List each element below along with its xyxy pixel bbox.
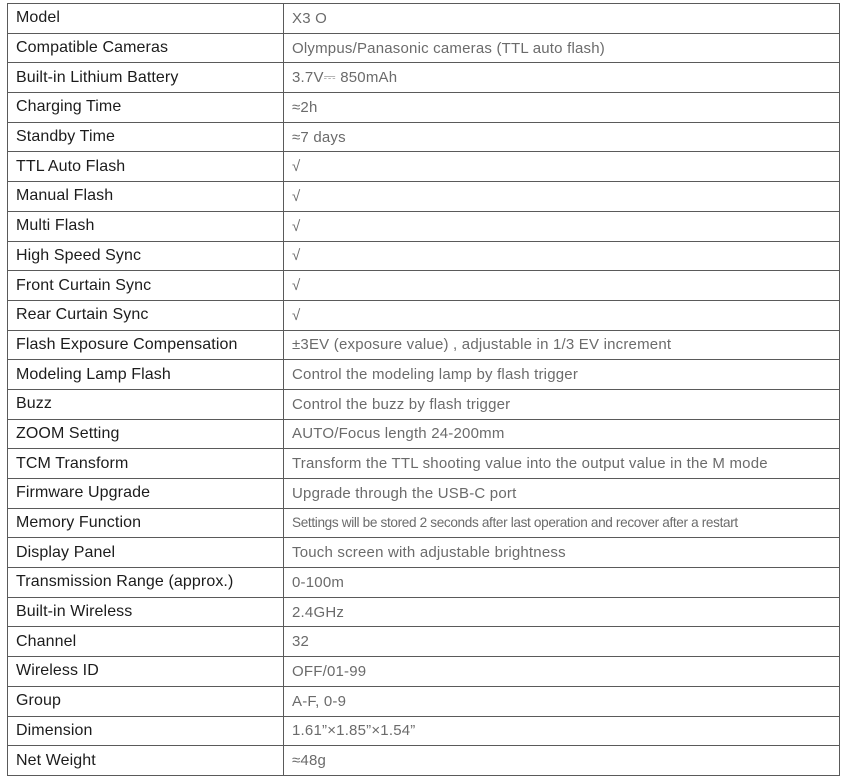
spec-label: Group xyxy=(8,686,284,716)
spec-value: √ xyxy=(284,152,840,182)
spec-value: Touch screen with adjustable brightness xyxy=(284,538,840,568)
spec-label: Standby Time xyxy=(8,122,284,152)
spec-value: 32 xyxy=(284,627,840,657)
table-row xyxy=(8,33,840,63)
spec-value: 1.61”×1.85”×1.54” xyxy=(284,716,840,746)
spec-label: Built-in Lithium Battery xyxy=(8,63,284,93)
spec-label: Model xyxy=(8,4,284,34)
table-row xyxy=(8,211,840,241)
spec-label: Display Panel xyxy=(8,538,284,568)
table-row xyxy=(8,63,840,93)
table-row xyxy=(8,182,840,212)
table-row xyxy=(8,686,840,716)
spec-label: Net Weight xyxy=(8,746,284,776)
table-row xyxy=(8,479,840,509)
spec-label: Rear Curtain Sync xyxy=(8,300,284,330)
table-row xyxy=(8,4,840,34)
table-row xyxy=(8,657,840,687)
table-row xyxy=(8,627,840,657)
spec-label: Flash Exposure Compensation xyxy=(8,330,284,360)
table-row xyxy=(8,241,840,271)
spec-value: Settings will be stored 2 seconds after last operation and recover after a restart xyxy=(284,508,840,538)
spec-label: Memory Function xyxy=(8,508,284,538)
specifications-table xyxy=(7,3,840,776)
spec-label: Front Curtain Sync xyxy=(8,271,284,301)
spec-label: Manual Flash xyxy=(8,182,284,212)
table-row xyxy=(8,449,840,479)
spec-value: ±3EV (exposure value) , adjustable in 1/3 EV increment xyxy=(284,330,840,360)
spec-value: 2.4GHz xyxy=(284,597,840,627)
table-row xyxy=(8,419,840,449)
spec-value: √ xyxy=(284,241,840,271)
spec-label: ZOOM Setting xyxy=(8,419,284,449)
spec-label: Compatible Cameras xyxy=(8,33,284,63)
spec-label: TTL Auto Flash xyxy=(8,152,284,182)
spec-value: √ xyxy=(284,271,840,301)
spec-value: 0-100m xyxy=(284,568,840,598)
spec-label: Multi Flash xyxy=(8,211,284,241)
table-row xyxy=(8,360,840,390)
spec-label: Channel xyxy=(8,627,284,657)
table-row xyxy=(8,538,840,568)
spec-label: Charging Time xyxy=(8,93,284,123)
table-row xyxy=(8,271,840,301)
specifications-table-body xyxy=(8,4,840,776)
spec-label: Modeling Lamp Flash xyxy=(8,360,284,390)
spec-label: High Speed Sync xyxy=(8,241,284,271)
spec-value: Olympus/Panasonic cameras (TTL auto flash) xyxy=(284,33,840,63)
spec-value: Control the buzz by flash trigger xyxy=(284,389,840,419)
table-row xyxy=(8,508,840,538)
spec-value: √ xyxy=(284,211,840,241)
spec-value: X3 O xyxy=(284,4,840,34)
table-row xyxy=(8,330,840,360)
spec-label: Wireless ID xyxy=(8,657,284,687)
table-row xyxy=(8,389,840,419)
spec-value: 3.7V⎓ 850mAh xyxy=(284,63,840,93)
table-row xyxy=(8,122,840,152)
spec-label: Transmission Range (approx.) xyxy=(8,568,284,598)
spec-value: √ xyxy=(284,182,840,212)
spec-value: Upgrade through the USB-C port xyxy=(284,479,840,509)
table-row xyxy=(8,568,840,598)
spec-value: A-F, 0-9 xyxy=(284,686,840,716)
spec-label: TCM Transform xyxy=(8,449,284,479)
spec-label: Dimension xyxy=(8,716,284,746)
spec-value: OFF/01-99 xyxy=(284,657,840,687)
spec-value: ≈2h xyxy=(284,93,840,123)
spec-value: ≈7 days xyxy=(284,122,840,152)
spec-label: Buzz xyxy=(8,389,284,419)
spec-value: ≈48g xyxy=(284,746,840,776)
table-row xyxy=(8,93,840,123)
spec-value: AUTO/Focus length 24-200mm xyxy=(284,419,840,449)
table-row xyxy=(8,597,840,627)
spec-label: Built-in Wireless xyxy=(8,597,284,627)
spec-value: Transform the TTL shooting value into the output value in the M mode xyxy=(284,449,840,479)
table-row xyxy=(8,152,840,182)
table-row xyxy=(8,746,840,776)
table-row xyxy=(8,716,840,746)
spec-label: Firmware Upgrade xyxy=(8,479,284,509)
spec-value: √ xyxy=(284,300,840,330)
spec-value: Control the modeling lamp by flash trigger xyxy=(284,360,840,390)
table-row xyxy=(8,300,840,330)
